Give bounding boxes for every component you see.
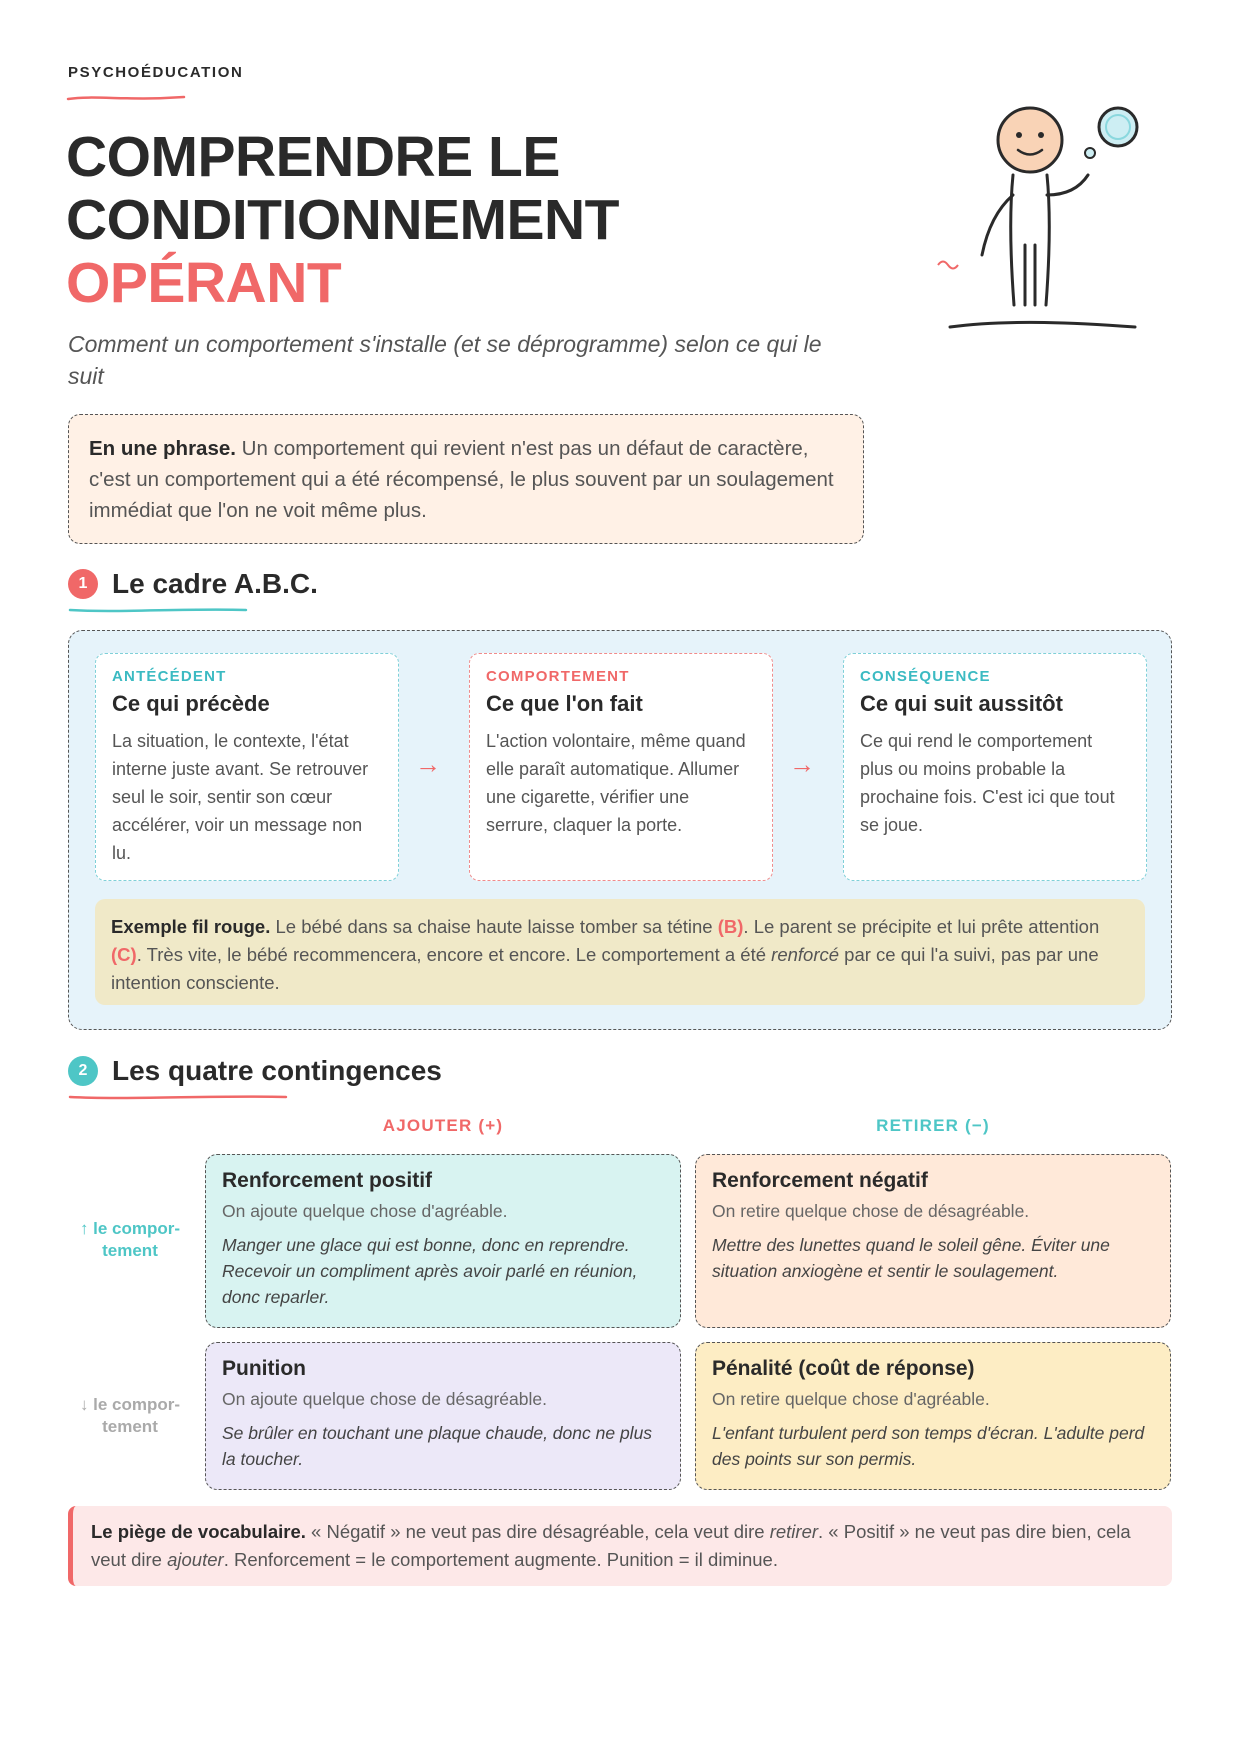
trap-text-3: . Renforcement = le comportement augmente. Punition = il diminue. bbox=[223, 1549, 778, 1570]
consequence-title: Ce qui suit aussitôt bbox=[860, 691, 1063, 716]
behavior-label: COMPORTEMENT bbox=[486, 668, 630, 685]
section-2-title: Les quatre contingences bbox=[112, 1055, 442, 1086]
trap-text-1: « Négatif » ne veut pas dire désagréable, cela veut dire bbox=[305, 1521, 770, 1542]
consequence-label: CONSÉQUENCE bbox=[860, 668, 991, 685]
consequence-card bbox=[843, 653, 1147, 881]
row-label-increase-text: ↑ le compor- tement bbox=[79, 1219, 181, 1260]
section-1-number: 1 bbox=[68, 569, 98, 599]
section-1-title: Le cadre A.B.C. bbox=[112, 568, 318, 599]
summary-lead: En une phrase. bbox=[89, 437, 236, 460]
positive-reinforcement-title: Renforcement positif bbox=[222, 1169, 433, 1192]
penalty-title: Pénalité (coût de réponse) bbox=[712, 1357, 975, 1380]
page-title bbox=[66, 126, 619, 315]
penalty-example: L'enfant turbulent perd son temps d'écran. L'adulte perd des points sur son permis. bbox=[712, 1423, 1145, 1469]
section-1-heading bbox=[68, 568, 318, 600]
punishment-title: Punition bbox=[222, 1357, 306, 1380]
section-2-underline bbox=[68, 1093, 288, 1101]
antecedent-description: La situation, le contexte, l'état interne juste avant. Se retrouver seul le soir, sentir son cœur accélérer, voir un message non lu. bbox=[112, 731, 369, 863]
row-label-increase bbox=[66, 1218, 194, 1262]
antecedent-card bbox=[95, 653, 399, 881]
negative-reinforcement-description: On retire quelque chose de désagréable. bbox=[712, 1201, 1030, 1221]
column-header-remove: RETIRER (−) bbox=[876, 1116, 990, 1135]
trap-text-2: . « Positif » ne veut pas dire bien, cela veut dire bbox=[91, 1521, 1131, 1570]
example-text-1: Le bébé dans sa chaise haute laisse tomber sa tétine bbox=[270, 916, 718, 937]
trap-lead: Le piège de vocabulaire. bbox=[91, 1521, 306, 1542]
summary-text: Un comportement qui revient n'est pas un défaut de caractère, c'est un comportement qui a été récompensé, le plus souvent par un soulagement immédiat que l'on ne voit même plus. bbox=[89, 437, 834, 522]
section-1-underline bbox=[68, 606, 248, 614]
running-example-box bbox=[95, 899, 1145, 1005]
kicker-underline bbox=[66, 94, 186, 102]
penalty-card bbox=[695, 1342, 1171, 1490]
behavior-card bbox=[469, 653, 773, 881]
positive-reinforcement-description: On ajoute quelque chose d'agréable. bbox=[222, 1201, 508, 1221]
example-text-4: par ce qui l'a suivi, pas par une intention consciente. bbox=[111, 944, 1099, 993]
row-label-decrease-text: ↓ le compor- tement bbox=[79, 1395, 181, 1436]
example-tag-b: (B) bbox=[717, 916, 744, 937]
title-line-2: CONDITIONNEMENT bbox=[66, 188, 619, 252]
punishment-card bbox=[205, 1342, 681, 1490]
stick-figure-illustration bbox=[930, 95, 1150, 335]
row-label-decrease bbox=[66, 1394, 194, 1438]
punishment-description: On ajoute quelque chose de désagréable. bbox=[222, 1389, 547, 1409]
consequence-description: Ce qui rend le comportement plus ou moins probable la prochaine fois. C'est ici que tout se joue. bbox=[860, 731, 1115, 835]
trap-emphasis-2: ajouter bbox=[167, 1549, 224, 1570]
kicker: PSYCHOÉDUCATION bbox=[68, 64, 244, 81]
section-2-number: 2 bbox=[68, 1056, 98, 1086]
behavior-title: Ce que l'on fait bbox=[486, 691, 643, 716]
negative-reinforcement-title: Renforcement négatif bbox=[712, 1169, 928, 1192]
vocabulary-trap-note bbox=[68, 1506, 1172, 1586]
example-text-2: . Le parent se précipite et lui prête attention bbox=[743, 916, 1100, 937]
penalty-description: On retire quelque chose d'agréable. bbox=[712, 1389, 990, 1409]
trap-emphasis-1: retirer bbox=[769, 1521, 819, 1542]
example-emphasis: renforcé bbox=[771, 944, 840, 965]
negative-reinforcement-card bbox=[695, 1154, 1171, 1328]
abc-framework-box bbox=[68, 630, 1172, 1030]
antecedent-label: ANTÉCÉDENT bbox=[112, 668, 227, 685]
example-lead: Exemple fil rouge. bbox=[111, 916, 271, 937]
summary-box bbox=[68, 414, 864, 544]
negative-reinforcement-example: Mettre des lunettes quand le soleil gêne. Éviter une situation anxiogène et sentir le soulagement. bbox=[712, 1235, 1110, 1281]
title-line-3: OPÉRANT bbox=[66, 251, 342, 315]
positive-reinforcement-example: Manger une glace qui est bonne, donc en reprendre. Recevoir un compliment après avoir parlé en réunion, donc reparler. bbox=[222, 1235, 638, 1307]
column-header-add: AJOUTER (+) bbox=[382, 1116, 504, 1135]
subtitle: Comment un comportement s'installe (et se déprogramme) selon ce qui le suit bbox=[68, 331, 822, 389]
behavior-description: L'action volontaire, même quand elle paraît automatique. Allumer une cigarette, vérifier une serrure, claquer la porte. bbox=[486, 731, 746, 835]
section-2-heading bbox=[68, 1055, 442, 1087]
antecedent-title: Ce qui précède bbox=[112, 691, 270, 716]
example-text-3: . Très vite, le bébé recommencera, encore et encore. Le comportement a été bbox=[136, 944, 772, 965]
example-tag-c: (C) bbox=[111, 944, 137, 965]
title-line-1: COMPRENDRE LE bbox=[66, 125, 560, 189]
arrow-right-icon: → bbox=[789, 749, 815, 779]
punishment-example: Se brûler en touchant une plaque chaude, donc ne plus la toucher. bbox=[222, 1423, 653, 1469]
arrow-right-icon: → bbox=[415, 749, 441, 779]
positive-reinforcement-card bbox=[205, 1154, 681, 1328]
